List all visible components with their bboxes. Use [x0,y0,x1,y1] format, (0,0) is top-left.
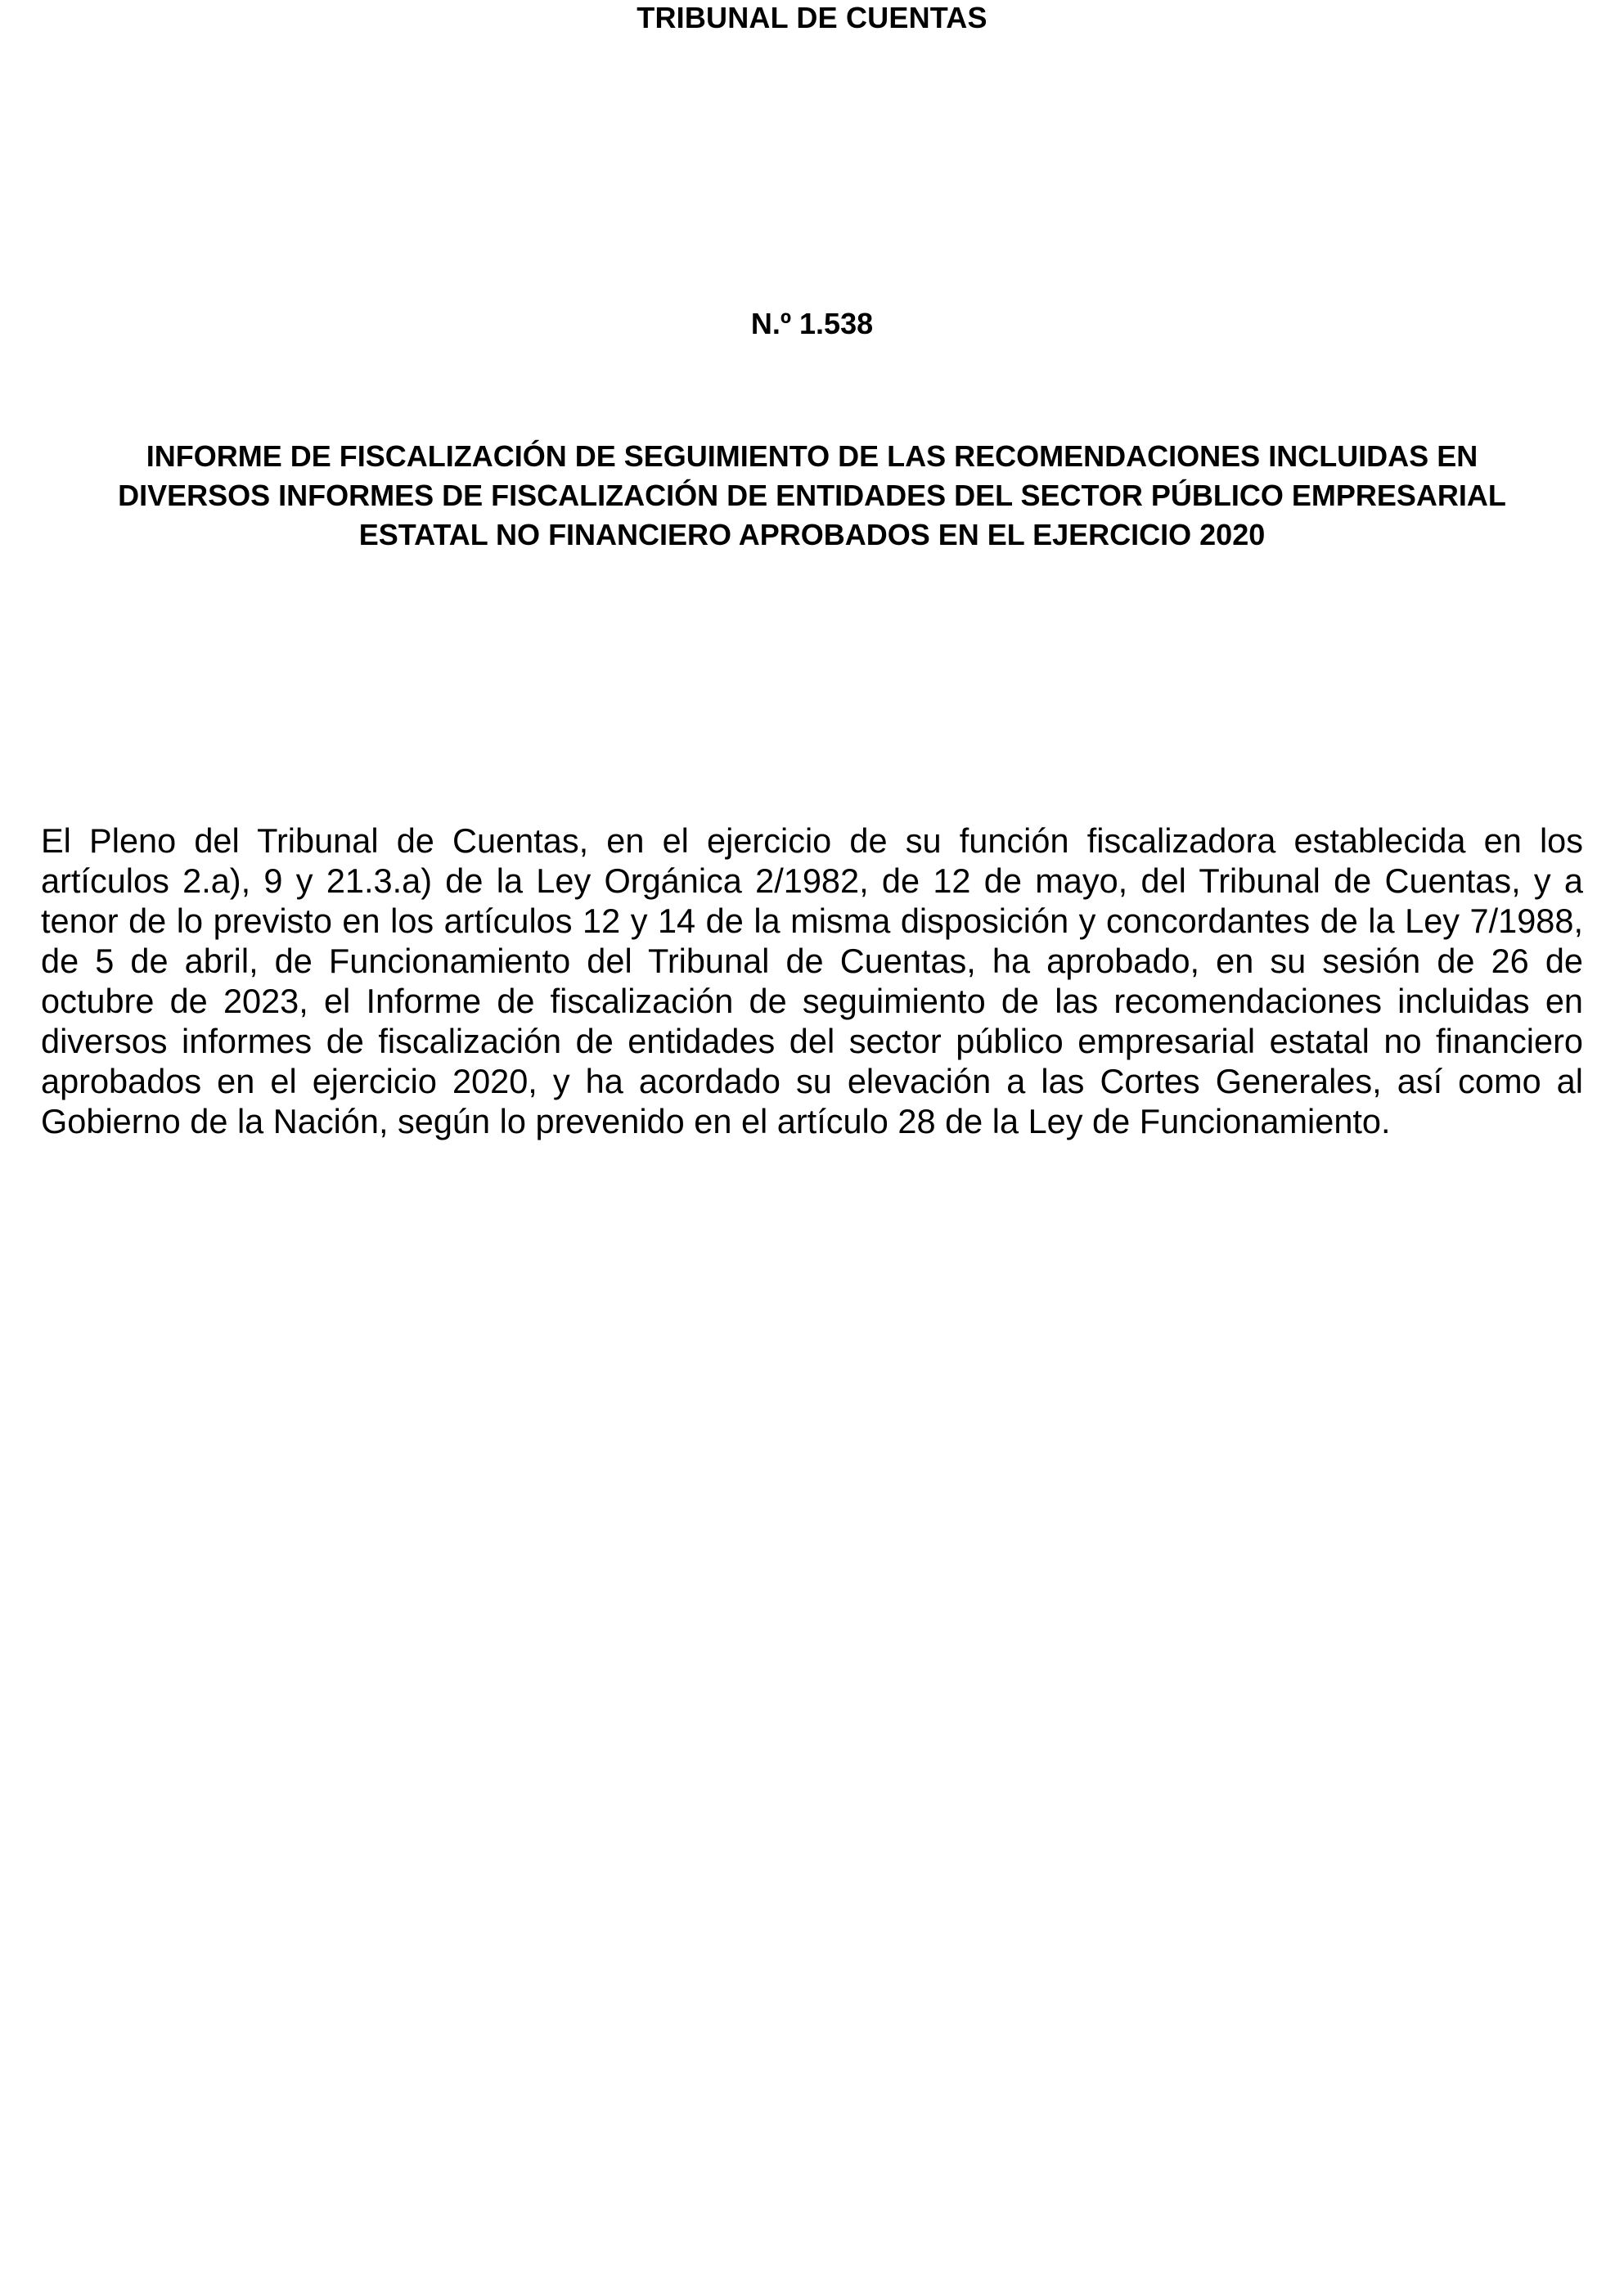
body-paragraph [41,821,1583,1141]
paragraph-line: artículos 2.a), 9 y 21.3.a) de la Ley Orgánica 2/1982, de 12 de mayo, del Tribunal de Cuentas, y a [41,861,1583,900]
paragraph-line: octubre de 2023, el Informe de fiscalización de seguimiento de las recomendaciones incluidas en [41,982,1583,1020]
report-title [41,437,1583,555]
institution-header: TRIBUNAL DE CUENTAS [637,1,987,34]
report-title-line: DIVERSOS INFORMES DE FISCALIZACIÓN DE ENTIDADES DEL SECTOR PÚBLICO EMPRESARIAL [118,479,1506,512]
paragraph-line: El Pleno del Tribunal de Cuentas, en el ejercicio de su función fiscalizadora establecida en los [41,821,1583,860]
paragraph-line: tenor de lo previsto en los artículos 12 y 14 de la misma disposición y concordantes de la Ley 7/1988, [41,902,1583,940]
paragraph-line: diversos informes de fiscalización de entidades del sector público empresarial estatal no financiero [41,1022,1583,1060]
paragraph-line: de 5 de abril, de Funcionamiento del Tribunal de Cuentas, ha aprobado, en su sesión de 26 de [41,942,1583,980]
report-number: N.º 1.538 [750,307,874,340]
paragraph-line: aprobados en el ejercicio 2020, y ha acordado su elevación a las Cortes Generales, así como al [41,1062,1583,1100]
report-title-line: ESTATAL NO FINANCIERO APROBADOS EN EL EJERCICIO 2020 [358,518,1266,551]
paragraph-line: Gobierno de la Nación, según lo prevenido en el artículo 28 de la Ley de Funcionamiento. [41,1102,1391,1140]
report-title-line: INFORME DE FISCALIZACIÓN DE SEGUIMIENTO DE LAS RECOMENDACIONES INCLUIDAS EN [146,439,1478,473]
